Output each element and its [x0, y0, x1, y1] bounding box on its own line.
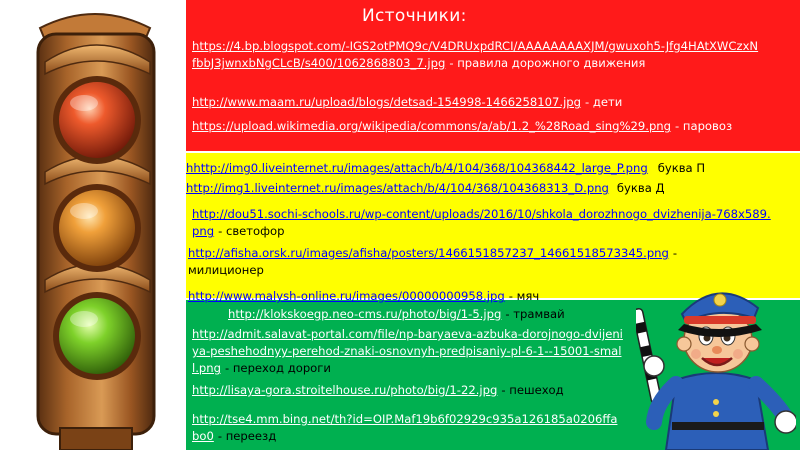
source-item	[192, 382, 632, 399]
source-description: - переход дороги	[224, 361, 331, 375]
green-lamp	[59, 298, 135, 374]
source-link[interactable]: http://afisha.orsk.ru/images/afisha/posters/1466151857237_14661518573345.png	[188, 246, 669, 260]
red-lamp	[59, 82, 135, 158]
source-link[interactable]: http://dou51.sochi-schools.ru/wp-content/uploads/2016/10/shkola_dorozhnogo_dvizhenija-768x589.png	[192, 207, 771, 238]
source-item	[188, 288, 588, 305]
source-description: - светофор	[218, 224, 285, 238]
source-link[interactable]: http://img1.liveinternet.ru/images/attach/b/4/104/368/104368313_D.png	[186, 181, 609, 195]
source-description: буква Д	[616, 181, 665, 195]
source-description: - паровоз	[675, 119, 733, 133]
source-description: - трамвай	[505, 307, 565, 321]
source-link[interactable]: http://tse4.mm.bing.net/th?id=OIP.Maf19b6f02929c935a126185a0206ffabo0	[192, 412, 618, 443]
source-link[interactable]: https://4.bp.blogspot.com/-IGS2otPMQ9c/V4DRUxpdRCI/AAAAAAAAXJM/gwuxoh5-Jfg4HAtXWCzxNfbbJ3jwnxbNgCLcB/s400/1062868803_7.jpg	[192, 39, 759, 70]
traffic-light-illustration	[0, 0, 186, 450]
source-item	[228, 306, 628, 323]
source-item	[192, 94, 792, 111]
source-link[interactable]: https://upload.wikimedia.org/wikipedia/commons/a/ab/1.2_%28Road_sing%29.png	[192, 119, 672, 133]
source-description: - дети	[585, 95, 623, 109]
source-description: буква П	[657, 161, 706, 175]
band-divider	[186, 151, 800, 153]
source-item	[192, 118, 737, 135]
yellow-lamp	[59, 190, 135, 266]
source-link[interactable]: http://admit.salavat-portal.com/file/np-baryaeva-azbuka-dorojnogo-dvijeniya-peshehodnyy-perehod-znaki-osnovnyh-predpisaniy-pl-6-1--15001-small.png	[192, 327, 623, 375]
source-description: - мяч	[508, 289, 540, 303]
source-item	[192, 411, 624, 445]
source-item	[192, 206, 772, 240]
source-link[interactable]: http://lisaya-gora.stroitelhouse.ru/photo/big/1-22.jpg	[192, 383, 498, 397]
source-item	[192, 326, 624, 377]
policeman-cartoon	[636, 262, 796, 450]
source-item	[186, 180, 800, 197]
source-description: - милиционер	[188, 246, 678, 277]
source-item	[192, 38, 760, 72]
source-item	[186, 160, 800, 177]
source-link[interactable]: hhttp://img0.liveinternet.ru/images/attach/b/4/104/368/104368442_large_P.png	[186, 161, 648, 175]
page-title: Источники:	[362, 6, 467, 26]
source-link[interactable]: http://klokskoegp.neo-cms.ru/photo/big/1-5.jpg	[228, 307, 502, 321]
source-description: - переезд	[217, 429, 277, 443]
source-description: - пешеход	[501, 383, 564, 397]
traffic-light-area	[0, 0, 186, 450]
source-description: - правила дорожного движения	[449, 56, 646, 70]
source-link[interactable]: http://www.malysh-online.ru/images/00000000958.jpg	[188, 289, 505, 303]
source-link[interactable]: http://www.maam.ru/upload/blogs/detsad-154998-1466258107.jpg	[192, 95, 582, 109]
